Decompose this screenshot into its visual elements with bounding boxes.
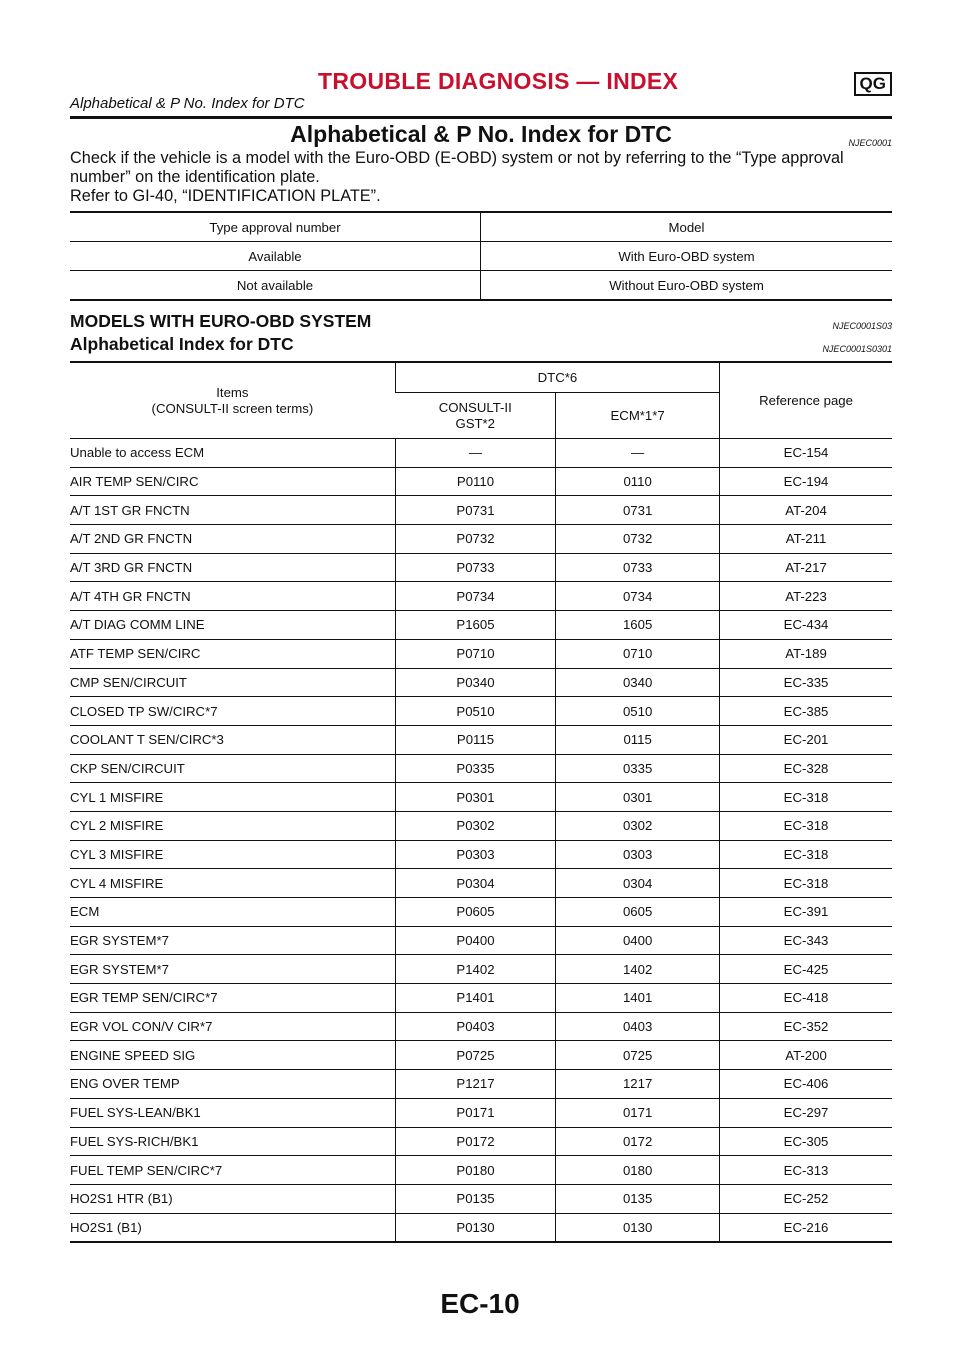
type-table-header-cell: Model (481, 212, 893, 242)
dtc-table-body (70, 439, 892, 1243)
consult-cell: P1402 (395, 955, 555, 984)
table-row (70, 439, 892, 468)
reference-cell: AT-211 (720, 525, 892, 554)
dtc-table-header-row (70, 362, 892, 393)
ecm-cell: 1402 (556, 955, 720, 984)
reference-cell: EC-305 (720, 1127, 892, 1156)
reference-cell: AT-223 (720, 582, 892, 611)
reference-cell: EC-216 (720, 1213, 892, 1242)
item-cell: EGR SYSTEM*7 (70, 926, 395, 955)
type-table-header-cell: Type approval number (70, 212, 481, 242)
ecm-cell: 0340 (556, 668, 720, 697)
table-row (70, 1012, 892, 1041)
table-row (70, 582, 892, 611)
ecm-cell: 0731 (556, 496, 720, 525)
item-cell: EGR VOL CON/V CIR*7 (70, 1012, 395, 1041)
consult-cell: P0725 (395, 1041, 555, 1070)
type-table-row (70, 271, 892, 301)
reference-cell: EC-335 (720, 668, 892, 697)
consult-cell: P0130 (395, 1213, 555, 1242)
item-cell: ENGINE SPEED SIG (70, 1041, 395, 1070)
item-cell: FUEL TEMP SEN/CIRC*7 (70, 1156, 395, 1185)
table-row (70, 725, 892, 754)
item-cell: FUEL SYS-RICH/BK1 (70, 1127, 395, 1156)
ecm-cell: — (556, 439, 720, 468)
table-row (70, 1184, 892, 1213)
page-heading-text: Alphabetical & P No. Index for DTC (290, 121, 672, 147)
item-cell: HO2S1 (B1) (70, 1213, 395, 1242)
page-heading-ref: NJEC0001 (848, 138, 892, 148)
item-cell: CYL 1 MISFIRE (70, 783, 395, 812)
item-cell: A/T 4TH GR FNCTN (70, 582, 395, 611)
table-row (70, 639, 892, 668)
reference-cell: EC-418 (720, 984, 892, 1013)
consult-cell: P1605 (395, 611, 555, 640)
type-table-row (70, 242, 892, 271)
consult-cell: P0180 (395, 1156, 555, 1185)
table-row (70, 496, 892, 525)
ecm-cell: 0710 (556, 639, 720, 668)
ecm-cell: 0725 (556, 1041, 720, 1070)
type-table-cell: With Euro-OBD system (481, 242, 893, 271)
consult-cell: P0301 (395, 783, 555, 812)
item-cell: A/T 1ST GR FNCTN (70, 496, 395, 525)
reference-cell: EC-194 (720, 467, 892, 496)
col-items-header: Items (CONSULT-II screen terms) (70, 362, 395, 439)
item-cell: ECM (70, 898, 395, 927)
intro-line-1: Check if the vehicle is a model with the Euro-OBD (E-OBD) system or not by referring to the “Type approval number” on the identification plate. (70, 149, 844, 186)
header-badge: QG (854, 72, 892, 96)
reference-cell: EC-385 (720, 697, 892, 726)
ecm-cell: 0172 (556, 1127, 720, 1156)
section-heading (70, 311, 892, 332)
type-table-cell: Not available (70, 271, 481, 301)
table-row (70, 1213, 892, 1242)
item-cell: ENG OVER TEMP (70, 1070, 395, 1099)
col-reference-header: Reference page (720, 362, 892, 439)
item-cell: AIR TEMP SEN/CIRC (70, 467, 395, 496)
table-row (70, 467, 892, 496)
reference-cell: AT-200 (720, 1041, 892, 1070)
reference-cell: EC-406 (720, 1070, 892, 1099)
table-row (70, 811, 892, 840)
ecm-cell: 1401 (556, 984, 720, 1013)
table-row (70, 697, 892, 726)
ecm-cell: 0171 (556, 1098, 720, 1127)
reference-cell: AT-217 (720, 553, 892, 582)
reference-cell: AT-204 (720, 496, 892, 525)
consult-cell: P0303 (395, 840, 555, 869)
consult-cell: P0510 (395, 697, 555, 726)
type-table-header (70, 212, 892, 242)
subsection-heading-ref: NJEC0001S0301 (822, 344, 892, 354)
ecm-cell: 1217 (556, 1070, 720, 1099)
type-approval-table (70, 211, 892, 301)
consult-cell: P0732 (395, 525, 555, 554)
header-rule (70, 116, 892, 119)
consult-cell: P0115 (395, 725, 555, 754)
item-cell: CKP SEN/CIRCUIT (70, 754, 395, 783)
consult-cell: P0733 (395, 553, 555, 582)
section-heading-text: MODELS WITH EURO-OBD SYSTEM (70, 311, 372, 331)
item-cell: CMP SEN/CIRCUIT (70, 668, 395, 697)
consult-cell: P0710 (395, 639, 555, 668)
item-cell: CLOSED TP SW/CIRC*7 (70, 697, 395, 726)
reference-cell: EC-201 (720, 725, 892, 754)
ecm-cell: 0733 (556, 553, 720, 582)
table-row (70, 840, 892, 869)
reference-cell: EC-343 (720, 926, 892, 955)
reference-cell: EC-425 (720, 955, 892, 984)
table-row (70, 525, 892, 554)
ecm-cell: 0301 (556, 783, 720, 812)
table-row (70, 1041, 892, 1070)
reference-cell: EC-318 (720, 840, 892, 869)
ecm-cell: 0180 (556, 1156, 720, 1185)
ecm-cell: 0605 (556, 898, 720, 927)
ecm-cell: 0304 (556, 869, 720, 898)
consult-cell: P1217 (395, 1070, 555, 1099)
col-ecm-header: ECM*1*7 (556, 393, 720, 439)
header-title: TROUBLE DIAGNOSIS — INDEX (318, 68, 679, 94)
type-table-cell: Available (70, 242, 481, 271)
consult-cell: P0605 (395, 898, 555, 927)
consult-cell: P0403 (395, 1012, 555, 1041)
reference-cell: EC-154 (720, 439, 892, 468)
reference-cell: EC-434 (720, 611, 892, 640)
intro-line-2: Refer to GI-40, “IDENTIFICATION PLATE”. (70, 187, 381, 205)
table-row (70, 984, 892, 1013)
ecm-cell: 0510 (556, 697, 720, 726)
subsection-heading-text: Alphabetical Index for DTC (70, 334, 294, 354)
table-row (70, 754, 892, 783)
item-cell: Unable to access ECM (70, 439, 395, 468)
consult-cell: P0734 (395, 582, 555, 611)
col-dtc-header: DTC*6 (395, 362, 719, 393)
consult-cell: P0304 (395, 869, 555, 898)
consult-cell: P0171 (395, 1098, 555, 1127)
consult-cell: P0110 (395, 467, 555, 496)
ecm-cell: 0400 (556, 926, 720, 955)
table-row (70, 1156, 892, 1185)
item-cell: ATF TEMP SEN/CIRC (70, 639, 395, 668)
item-cell: HO2S1 HTR (B1) (70, 1184, 395, 1213)
reference-cell: AT-189 (720, 639, 892, 668)
ecm-cell: 0110 (556, 467, 720, 496)
consult-cell: P1401 (395, 984, 555, 1013)
reference-cell: EC-352 (720, 1012, 892, 1041)
reference-cell: EC-318 (720, 869, 892, 898)
table-row (70, 926, 892, 955)
intro-text (70, 149, 892, 206)
consult-cell: P0135 (395, 1184, 555, 1213)
consult-cell: P0400 (395, 926, 555, 955)
item-cell: EGR TEMP SEN/CIRC*7 (70, 984, 395, 1013)
consult-cell: P0340 (395, 668, 555, 697)
ecm-cell: 0302 (556, 811, 720, 840)
table-row (70, 1098, 892, 1127)
table-row (70, 553, 892, 582)
table-row (70, 1127, 892, 1156)
table-row (70, 668, 892, 697)
reference-cell: EC-391 (720, 898, 892, 927)
table-row (70, 898, 892, 927)
item-cell: A/T 3RD GR FNCTN (70, 553, 395, 582)
consult-cell: P0335 (395, 754, 555, 783)
ecm-cell: 0734 (556, 582, 720, 611)
item-cell: COOLANT T SEN/CIRC*3 (70, 725, 395, 754)
consult-cell: P0302 (395, 811, 555, 840)
reference-cell: EC-318 (720, 811, 892, 840)
page-number: EC-10 (440, 1288, 520, 1319)
header-subtitle: Alphabetical & P No. Index for DTC (70, 95, 305, 112)
reference-cell: EC-328 (720, 754, 892, 783)
table-row (70, 869, 892, 898)
reference-cell: EC-297 (720, 1098, 892, 1127)
dtc-index-table (70, 361, 892, 1243)
consult-cell: P0731 (395, 496, 555, 525)
item-cell: EGR SYSTEM*7 (70, 955, 395, 984)
item-cell: A/T DIAG COMM LINE (70, 611, 395, 640)
section-heading-ref: NJEC0001S03 (832, 321, 892, 331)
type-table-cell: Without Euro-OBD system (481, 271, 893, 301)
table-row (70, 783, 892, 812)
reference-cell: EC-318 (720, 783, 892, 812)
table-row (70, 955, 892, 984)
ecm-cell: 0115 (556, 725, 720, 754)
item-cell: FUEL SYS-LEAN/BK1 (70, 1098, 395, 1127)
page-heading (70, 121, 892, 148)
item-cell: CYL 4 MISFIRE (70, 869, 395, 898)
ecm-cell: 0130 (556, 1213, 720, 1242)
ecm-cell: 0335 (556, 754, 720, 783)
reference-cell: EC-252 (720, 1184, 892, 1213)
item-cell: CYL 3 MISFIRE (70, 840, 395, 869)
subsection-heading (70, 334, 892, 355)
table-row (70, 1070, 892, 1099)
ecm-cell: 0303 (556, 840, 720, 869)
ecm-cell: 0403 (556, 1012, 720, 1041)
ecm-cell: 0135 (556, 1184, 720, 1213)
item-cell: CYL 2 MISFIRE (70, 811, 395, 840)
consult-cell: — (395, 439, 555, 468)
reference-cell: EC-313 (720, 1156, 892, 1185)
ecm-cell: 1605 (556, 611, 720, 640)
table-row (70, 611, 892, 640)
consult-cell: P0172 (395, 1127, 555, 1156)
ecm-cell: 0732 (556, 525, 720, 554)
item-cell: A/T 2ND GR FNCTN (70, 525, 395, 554)
col-consult-header: CONSULT-II GST*2 (395, 393, 555, 439)
